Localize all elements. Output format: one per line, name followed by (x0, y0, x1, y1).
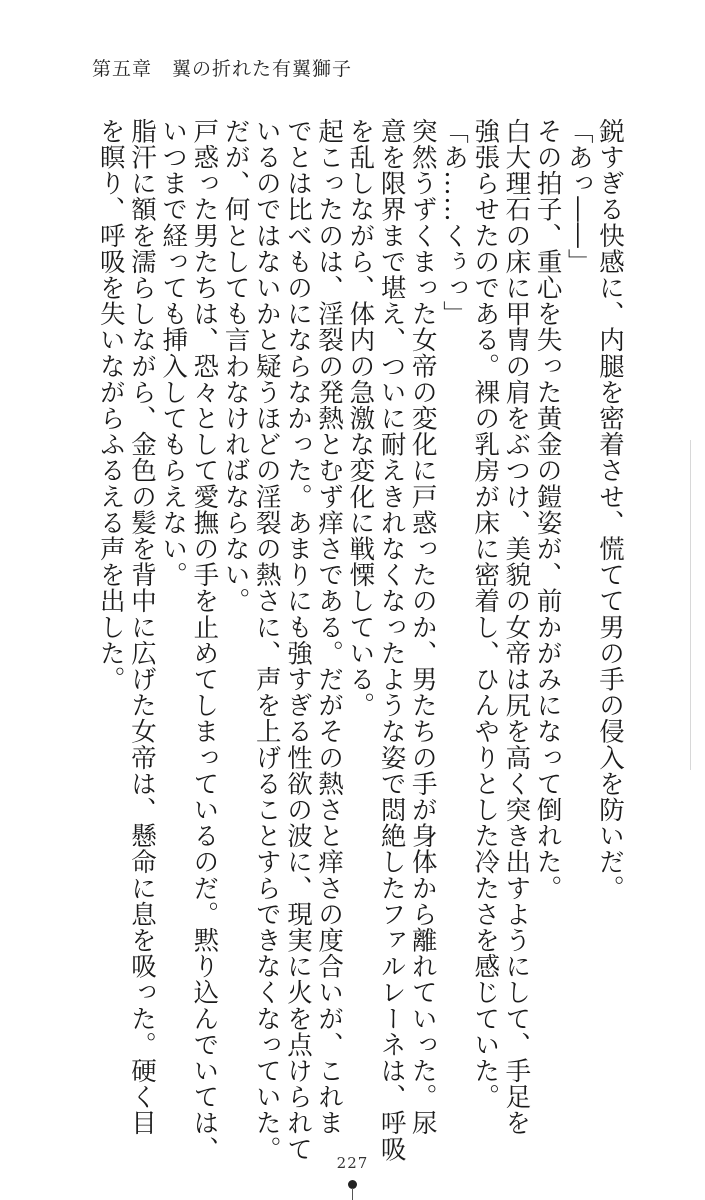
vertical-body-text (95, 118, 625, 1162)
text-line: を乱しながら、体内の急激な変化に戦慄している。 (345, 118, 376, 719)
page-number: 227 (336, 1154, 369, 1172)
text-line: だが、何としても言わなければならない。 (220, 118, 251, 614)
page-edge-mark (690, 440, 691, 770)
text-line: 「あ……くぅっ」 (438, 118, 469, 327)
text-line: 起こったのは、淫裂の発熱とむず痒さである。だがその熱さと痒さの度合いが、これま (314, 118, 345, 1136)
text-line: 鋭すぎる快感に、内腿を密着させ、慌てて男の手の侵入を防いだ。 (595, 118, 625, 901)
text-line: でとは比べものにならなかった。あまりにも強すぎる性欲の波に、現実に火を点けられて (282, 118, 313, 1162)
thumb-index-stem (352, 1188, 353, 1200)
text-line: を瞑り、呼吸を失いながらふるえる声を出した。 (95, 118, 126, 693)
chapter-title: 翼の折れた有翼獅子 (172, 58, 353, 80)
text-line: その拍子、重心を失った黄金の鎧姿が、前かがみになって倒れた。 (532, 118, 563, 901)
text-line: いるのではないかと疑うほどの淫裂の熱さに、声を上げることすらできなくなっていた。 (251, 118, 282, 1162)
text-line: 戸惑った男たちは、恐々として愛撫の手を止めてしまっているのだ。黙り込んでいては、 (189, 118, 220, 1162)
text-line: 意を限界まで堪え、ついに耐えきれなくなったような姿で悶絶したファルレーネは、呼吸 (376, 118, 407, 1162)
text-line: 突然うずくまった女帝の変化に戸惑ったのか、男たちの手が身体から離れていった。尿 (407, 118, 438, 1136)
text-line: 「あっ――」 (563, 118, 594, 275)
chapter-label: 第五章 (92, 58, 153, 80)
text-line: 強張らせたのである。裸の乳房が床に密着し、ひんやりとした冷たさを感じていた。 (470, 118, 501, 1110)
running-header (92, 54, 352, 81)
text-line: 白大理石の床に甲冑の肩をぶつけ、美貌の女帝は尻を高く突き出すようにして、手足を (501, 118, 532, 1136)
text-line: いつまで経っても挿入してもらえない。 (158, 118, 189, 588)
text-line: 脂汗に額を濡らしながら、金色の髪を背中に広げた女帝は、懸命に息を吸った。硬く目 (126, 118, 157, 1136)
